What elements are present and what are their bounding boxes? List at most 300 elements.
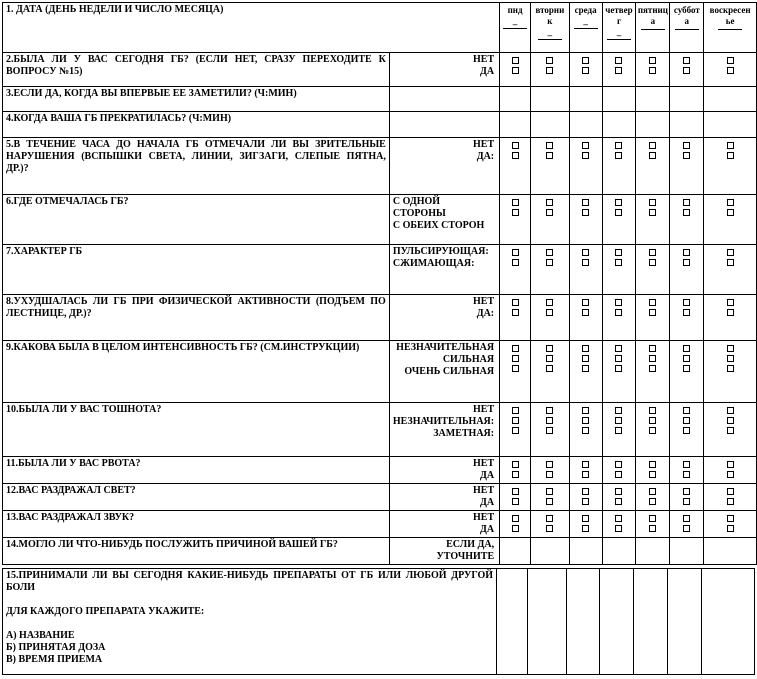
day-cell[interactable] xyxy=(569,87,602,112)
day-header xyxy=(636,3,670,53)
answer-checkbox[interactable] xyxy=(615,417,622,424)
answer-checkbox[interactable] xyxy=(582,365,589,372)
question-text: 10.БЫЛА ЛИ У ВАС ТОШНОТА? xyxy=(3,403,390,457)
answer-checkbox[interactable] xyxy=(683,345,690,352)
answer-options: ЕСЛИ ДА, УТОЧНИТЕ xyxy=(389,538,499,565)
answer-checkbox[interactable] xyxy=(512,345,519,352)
day-cell xyxy=(602,195,636,245)
day-cell xyxy=(569,195,602,245)
day-cell xyxy=(636,295,670,341)
day-header xyxy=(530,3,569,53)
answer-checkbox[interactable] xyxy=(512,152,519,159)
q15-day-cell[interactable] xyxy=(567,569,600,675)
day-cell[interactable] xyxy=(530,87,569,112)
answer-checkbox[interactable] xyxy=(615,249,622,256)
day-cell xyxy=(704,138,757,195)
answer-checkbox[interactable] xyxy=(582,355,589,362)
day-cell xyxy=(530,341,569,403)
day-cell xyxy=(500,195,531,245)
answer-checkbox[interactable] xyxy=(683,142,690,149)
question-row-q14 xyxy=(3,538,757,565)
question-text: 9.КАКОВА БЫЛА В ЦЕЛОМ ИНТЕНСИВНОСТЬ ГБ? (СМ.ИНСТРУКЦИИ) xyxy=(3,341,390,403)
answer-checkbox[interactable] xyxy=(615,142,622,149)
day-header xyxy=(704,3,757,53)
answer-checkbox[interactable] xyxy=(546,345,553,352)
date-entry-line[interactable] xyxy=(538,39,562,40)
answer-checkbox[interactable] xyxy=(582,67,589,74)
day-cell xyxy=(704,403,757,457)
day-cell xyxy=(530,138,569,195)
answer-checkbox[interactable] xyxy=(582,417,589,424)
day-cell xyxy=(704,511,757,538)
answer-checkbox[interactable] xyxy=(727,57,734,64)
answer-checkbox[interactable] xyxy=(727,427,734,434)
answer-checkbox[interactable] xyxy=(582,407,589,414)
answer-checkbox[interactable] xyxy=(649,498,656,505)
day-cell[interactable] xyxy=(500,538,531,565)
day-cell xyxy=(670,484,704,511)
day-cell xyxy=(602,341,636,403)
day-cell[interactable] xyxy=(670,87,704,112)
answer-checkbox[interactable] xyxy=(546,488,553,495)
q15-line xyxy=(6,594,493,606)
answer-checkbox[interactable] xyxy=(683,365,690,372)
answer-checkbox[interactable] xyxy=(546,417,553,424)
answer-checkbox[interactable] xyxy=(615,461,622,468)
answer-checkbox[interactable] xyxy=(683,427,690,434)
answer-checkbox[interactable] xyxy=(546,142,553,149)
day-header xyxy=(602,3,636,53)
day-label: среда xyxy=(574,5,597,15)
answer-checkbox[interactable] xyxy=(512,365,519,372)
day-cell xyxy=(636,245,670,295)
answer-checkbox[interactable] xyxy=(649,209,656,216)
answer-checkbox[interactable] xyxy=(727,152,734,159)
answer-checkbox[interactable] xyxy=(546,365,553,372)
day-cell xyxy=(602,484,636,511)
answer-checkbox[interactable] xyxy=(512,309,519,316)
answer-options xyxy=(389,87,499,112)
answer-checkbox[interactable] xyxy=(649,57,656,64)
day-cell xyxy=(636,53,670,87)
day-cell xyxy=(670,295,704,341)
day-cell[interactable] xyxy=(569,538,602,565)
answer-checkbox[interactable] xyxy=(546,407,553,414)
day-cell xyxy=(569,245,602,295)
answer-checkbox[interactable] xyxy=(649,309,656,316)
day-cell xyxy=(530,484,569,511)
day-cell[interactable] xyxy=(670,112,704,138)
answer-checkbox[interactable] xyxy=(727,249,734,256)
answer-options: НЕТ ДА: xyxy=(389,138,499,195)
q15-row xyxy=(3,569,755,675)
day-cell xyxy=(500,457,531,484)
answer-options: С ОДНОЙ СТОРОНЫ С ОБЕИХ СТОРОН xyxy=(389,195,499,245)
q15-day-cell[interactable] xyxy=(528,569,567,675)
answer-checkbox[interactable] xyxy=(683,299,690,306)
answer-checkbox[interactable] xyxy=(582,345,589,352)
day-cell xyxy=(670,403,704,457)
answer-checkbox[interactable] xyxy=(615,259,622,266)
answer-checkbox[interactable] xyxy=(582,57,589,64)
date-entry-line[interactable] xyxy=(718,29,742,30)
answer-checkbox[interactable] xyxy=(683,355,690,362)
answer-options: НЕТ ДА xyxy=(389,53,499,87)
day-label: суббот а xyxy=(673,5,700,26)
answer-checkbox[interactable] xyxy=(727,259,734,266)
answer-checkbox[interactable] xyxy=(546,525,553,532)
answer-checkbox[interactable] xyxy=(727,498,734,505)
day-cell[interactable] xyxy=(500,112,531,138)
answer-checkbox[interactable] xyxy=(727,67,734,74)
answer-checkbox[interactable] xyxy=(683,199,690,206)
answer-checkbox[interactable] xyxy=(649,427,656,434)
answer-checkbox[interactable] xyxy=(512,515,519,522)
answer-checkbox[interactable] xyxy=(512,249,519,256)
day-cell xyxy=(704,457,757,484)
answer-checkbox[interactable] xyxy=(546,427,553,434)
answer-checkbox[interactable] xyxy=(512,355,519,362)
answer-checkbox[interactable] xyxy=(582,259,589,266)
day-cell[interactable] xyxy=(636,87,670,112)
answer-checkbox[interactable] xyxy=(727,365,734,372)
answer-checkbox[interactable] xyxy=(683,407,690,414)
day-cell xyxy=(569,138,602,195)
question-row-q2 xyxy=(3,53,757,87)
day-cell xyxy=(569,403,602,457)
answer-checkbox[interactable] xyxy=(615,427,622,434)
day-cell xyxy=(704,295,757,341)
day-label: воскресен ье xyxy=(709,5,751,26)
answer-checkbox[interactable] xyxy=(512,299,519,306)
q15-day-cell[interactable] xyxy=(600,569,634,675)
answer-checkbox[interactable] xyxy=(615,67,622,74)
answer-checkbox[interactable] xyxy=(546,299,553,306)
day-cell xyxy=(670,138,704,195)
day-cell xyxy=(636,484,670,511)
day-cell xyxy=(602,245,636,295)
answer-checkbox[interactable] xyxy=(683,525,690,532)
answer-checkbox[interactable] xyxy=(512,525,519,532)
day-cell xyxy=(602,138,636,195)
question-text: 5.В ТЕЧЕНИЕ ЧАСА ДО НАЧАЛА ГБ ОТМЕЧАЛИ ЛИ ВЫ ЗРИТЕЛЬНЫЕ НАРУШЕНИЯ (ВСПЫШКИ СВЕТА, ЛИНИИ, ЗИГЗАГИ, СЛЕПЫЕ ПЯТНА, ДР.)? xyxy=(3,138,390,195)
answer-checkbox[interactable] xyxy=(546,355,553,362)
answer-options: НЕТ ДА xyxy=(389,484,499,511)
answer-checkbox[interactable] xyxy=(727,199,734,206)
day-cell xyxy=(569,484,602,511)
answer-checkbox[interactable] xyxy=(727,461,734,468)
answer-checkbox[interactable] xyxy=(582,299,589,306)
answer-checkbox[interactable] xyxy=(546,199,553,206)
q15-day-cell[interactable] xyxy=(634,569,668,675)
answer-checkbox[interactable] xyxy=(727,355,734,362)
answer-checkbox[interactable] xyxy=(512,407,519,414)
day-cell[interactable] xyxy=(636,112,670,138)
day-underscore: _ xyxy=(547,27,553,37)
answer-checkbox[interactable] xyxy=(727,209,734,216)
date-entry-line[interactable] xyxy=(503,28,527,29)
answer-checkbox[interactable] xyxy=(546,471,553,478)
day-cell xyxy=(602,511,636,538)
answer-checkbox[interactable] xyxy=(615,152,622,159)
answer-checkbox[interactable] xyxy=(546,152,553,159)
answer-options: НЕТ ДА: xyxy=(389,295,499,341)
answer-checkbox[interactable] xyxy=(546,67,553,74)
answer-checkbox[interactable] xyxy=(649,461,656,468)
day-cell xyxy=(670,457,704,484)
answer-checkbox[interactable] xyxy=(512,57,519,64)
answer-checkbox[interactable] xyxy=(649,525,656,532)
day-cell xyxy=(636,341,670,403)
question-row-q12 xyxy=(3,484,757,511)
day-cell xyxy=(530,245,569,295)
answer-checkbox[interactable] xyxy=(649,515,656,522)
answer-options: НЕТ ДА xyxy=(389,457,499,484)
answer-checkbox[interactable] xyxy=(582,309,589,316)
day-cell[interactable] xyxy=(670,538,704,565)
day-cell xyxy=(530,295,569,341)
day-cell xyxy=(636,195,670,245)
day-header xyxy=(670,3,704,53)
q15-line: 15.ПРИНИМАЛИ ЛИ ВЫ СЕГОДНЯ КАКИЕ-НИБУДЬ ПРЕПАРАТЫ ОТ ГБ ИЛИ ЛЮБОЙ ДРУГОЙ БОЛИ xyxy=(6,570,493,593)
date-entry-line[interactable] xyxy=(641,29,665,30)
day-cell[interactable] xyxy=(569,112,602,138)
answer-checkbox[interactable] xyxy=(546,57,553,64)
answer-checkbox[interactable] xyxy=(649,488,656,495)
answer-checkbox[interactable] xyxy=(582,209,589,216)
question-row-q5 xyxy=(3,138,757,195)
day-cell[interactable] xyxy=(530,112,569,138)
day-cell xyxy=(670,195,704,245)
q15-day-cell[interactable] xyxy=(497,569,528,675)
day-cell[interactable] xyxy=(530,538,569,565)
day-cell xyxy=(670,245,704,295)
answer-checkbox[interactable] xyxy=(615,355,622,362)
answer-checkbox[interactable] xyxy=(727,142,734,149)
answer-checkbox[interactable] xyxy=(683,57,690,64)
question-text: 8.УХУДШАЛАСЬ ЛИ ГБ ПРИ ФИЗИЧЕСКОЙ АКТИВНОСТИ (ПОДЪЕМ ПО ЛЕСТНИЦЕ, ДР.)? xyxy=(3,295,390,341)
day-cell xyxy=(569,511,602,538)
answer-checkbox[interactable] xyxy=(649,67,656,74)
answer-checkbox[interactable] xyxy=(546,498,553,505)
q15-line: ДЛЯ КАЖДОГО ПРЕПАРАТА УКАЖИТЕ: xyxy=(6,606,205,617)
answer-checkbox[interactable] xyxy=(582,427,589,434)
day-cell[interactable] xyxy=(704,87,757,112)
question-row-q9 xyxy=(3,341,757,403)
answer-checkbox[interactable] xyxy=(727,309,734,316)
answer-checkbox[interactable] xyxy=(512,142,519,149)
answer-checkbox[interactable] xyxy=(615,365,622,372)
day-header xyxy=(569,3,602,53)
answer-checkbox[interactable] xyxy=(727,407,734,414)
answer-checkbox[interactable] xyxy=(683,488,690,495)
day-cell xyxy=(636,138,670,195)
answer-checkbox[interactable] xyxy=(615,209,622,216)
q15-question xyxy=(3,569,497,675)
answer-checkbox[interactable] xyxy=(727,417,734,424)
question-row-q6 xyxy=(3,195,757,245)
answer-checkbox[interactable] xyxy=(727,299,734,306)
answer-checkbox[interactable] xyxy=(615,488,622,495)
question-text: 7.ХАРАКТЕР ГБ xyxy=(3,245,390,295)
answer-checkbox[interactable] xyxy=(649,417,656,424)
answer-checkbox[interactable] xyxy=(512,488,519,495)
answer-checkbox[interactable] xyxy=(683,309,690,316)
day-cell xyxy=(500,403,531,457)
answer-checkbox[interactable] xyxy=(683,417,690,424)
answer-options: НЕТ ДА xyxy=(389,511,499,538)
answer-checkbox[interactable] xyxy=(615,345,622,352)
question-text: 1. ДАТА (ДЕНЬ НЕДЕЛИ И ЧИСЛО МЕСЯЦА) xyxy=(3,3,500,53)
answer-checkbox[interactable] xyxy=(582,461,589,468)
answer-checkbox[interactable] xyxy=(512,427,519,434)
answer-checkbox[interactable] xyxy=(546,309,553,316)
answer-checkbox[interactable] xyxy=(582,152,589,159)
answer-checkbox[interactable] xyxy=(727,488,734,495)
answer-checkbox[interactable] xyxy=(582,199,589,206)
day-cell xyxy=(636,511,670,538)
answer-checkbox[interactable] xyxy=(615,471,622,478)
day-cell[interactable] xyxy=(602,112,636,138)
question-row-q8 xyxy=(3,295,757,341)
answer-checkbox[interactable] xyxy=(582,249,589,256)
day-cell xyxy=(670,53,704,87)
answer-checkbox[interactable] xyxy=(727,525,734,532)
day-cell[interactable] xyxy=(636,538,670,565)
answer-checkbox[interactable] xyxy=(582,515,589,522)
answer-checkbox[interactable] xyxy=(546,515,553,522)
day-cell[interactable] xyxy=(704,538,757,565)
answer-checkbox[interactable] xyxy=(649,355,656,362)
diary-table xyxy=(2,2,757,565)
date-entry-line[interactable] xyxy=(607,39,631,40)
question-row-q3 xyxy=(3,87,757,112)
answer-checkbox[interactable] xyxy=(615,309,622,316)
day-cell xyxy=(636,403,670,457)
answer-checkbox[interactable] xyxy=(582,142,589,149)
question-text: 14.МОГЛО ЛИ ЧТО-НИБУДЬ ПОСЛУЖИТЬ ПРИЧИНОЙ ВАШЕЙ ГБ? xyxy=(3,538,390,565)
q15-day-cell[interactable] xyxy=(668,569,702,675)
question-row-q13 xyxy=(3,511,757,538)
answer-checkbox[interactable] xyxy=(546,249,553,256)
question-text: 2.БЫЛА ЛИ У ВАС СЕГОДНЯ ГБ? (ЕСЛИ НЕТ, СРАЗУ ПЕРЕХОДИТЕ К ВОПРОСУ №15) xyxy=(3,53,390,87)
date-entry-line[interactable] xyxy=(675,29,699,30)
answer-checkbox[interactable] xyxy=(546,461,553,468)
question-row-q4 xyxy=(3,112,757,138)
day-cell xyxy=(500,511,531,538)
answer-checkbox[interactable] xyxy=(683,259,690,266)
answer-checkbox[interactable] xyxy=(683,498,690,505)
answer-checkbox[interactable] xyxy=(683,249,690,256)
day-cell xyxy=(704,484,757,511)
day-cell xyxy=(704,53,757,87)
answer-checkbox[interactable] xyxy=(649,249,656,256)
day-label: пнд xyxy=(507,5,523,15)
answer-checkbox[interactable] xyxy=(649,259,656,266)
q15-line xyxy=(6,618,493,630)
answer-checkbox[interactable] xyxy=(615,299,622,306)
day-cell xyxy=(602,53,636,87)
answer-checkbox[interactable] xyxy=(649,345,656,352)
day-cell[interactable] xyxy=(500,87,531,112)
day-cell xyxy=(569,457,602,484)
answer-checkbox[interactable] xyxy=(649,299,656,306)
day-cell xyxy=(530,403,569,457)
day-cell[interactable] xyxy=(602,87,636,112)
day-cell[interactable] xyxy=(602,538,636,565)
answer-checkbox[interactable] xyxy=(512,461,519,468)
answer-checkbox[interactable] xyxy=(615,57,622,64)
answer-checkbox[interactable] xyxy=(582,488,589,495)
q15-day-cell[interactable] xyxy=(702,569,755,675)
day-cell xyxy=(500,295,531,341)
answer-checkbox[interactable] xyxy=(683,67,690,74)
question-text: 13.ВАС РАЗДРАЖАЛ ЗВУК? xyxy=(3,511,390,538)
day-cell xyxy=(670,341,704,403)
answer-checkbox[interactable] xyxy=(683,471,690,478)
q15-line: А) НАЗВАНИЕ xyxy=(6,630,75,641)
answer-checkbox[interactable] xyxy=(546,209,553,216)
answer-checkbox[interactable] xyxy=(512,199,519,206)
answer-checkbox[interactable] xyxy=(649,199,656,206)
answer-checkbox[interactable] xyxy=(546,259,553,266)
day-cell xyxy=(569,53,602,87)
answer-checkbox[interactable] xyxy=(512,259,519,266)
answer-checkbox[interactable] xyxy=(615,498,622,505)
day-cell xyxy=(530,457,569,484)
day-cell[interactable] xyxy=(704,112,757,138)
day-label: вторни к xyxy=(535,5,565,26)
question-row-q10 xyxy=(3,403,757,457)
day-label: четвер г xyxy=(605,5,633,26)
answer-checkbox[interactable] xyxy=(512,471,519,478)
day-cell xyxy=(500,245,531,295)
answer-checkbox[interactable] xyxy=(727,515,734,522)
answer-checkbox[interactable] xyxy=(727,471,734,478)
answer-checkbox[interactable] xyxy=(683,152,690,159)
answer-checkbox[interactable] xyxy=(683,209,690,216)
answer-checkbox[interactable] xyxy=(582,525,589,532)
answer-checkbox[interactable] xyxy=(649,152,656,159)
answer-checkbox[interactable] xyxy=(512,498,519,505)
answer-checkbox[interactable] xyxy=(649,365,656,372)
date-entry-line[interactable] xyxy=(574,28,598,29)
answer-checkbox[interactable] xyxy=(582,471,589,478)
day-cell xyxy=(704,245,757,295)
day-cell xyxy=(704,195,757,245)
answer-checkbox[interactable] xyxy=(683,515,690,522)
answer-checkbox[interactable] xyxy=(512,209,519,216)
q15-line: Б) ПРИНЯТАЯ ДОЗА xyxy=(6,642,106,653)
answer-checkbox[interactable] xyxy=(683,461,690,468)
answer-checkbox[interactable] xyxy=(582,498,589,505)
answer-checkbox[interactable] xyxy=(512,417,519,424)
answer-checkbox[interactable] xyxy=(615,515,622,522)
answer-checkbox[interactable] xyxy=(615,525,622,532)
answer-checkbox[interactable] xyxy=(727,345,734,352)
day-cell xyxy=(500,53,531,87)
day-cell xyxy=(530,195,569,245)
day-label: пятниц а xyxy=(637,5,668,26)
answer-checkbox[interactable] xyxy=(649,142,656,149)
day-cell xyxy=(530,53,569,87)
answer-checkbox[interactable] xyxy=(615,199,622,206)
day-cell xyxy=(670,511,704,538)
answer-checkbox[interactable] xyxy=(649,471,656,478)
answer-checkbox[interactable] xyxy=(649,407,656,414)
answer-checkbox[interactable] xyxy=(615,407,622,414)
answer-checkbox[interactable] xyxy=(512,67,519,74)
